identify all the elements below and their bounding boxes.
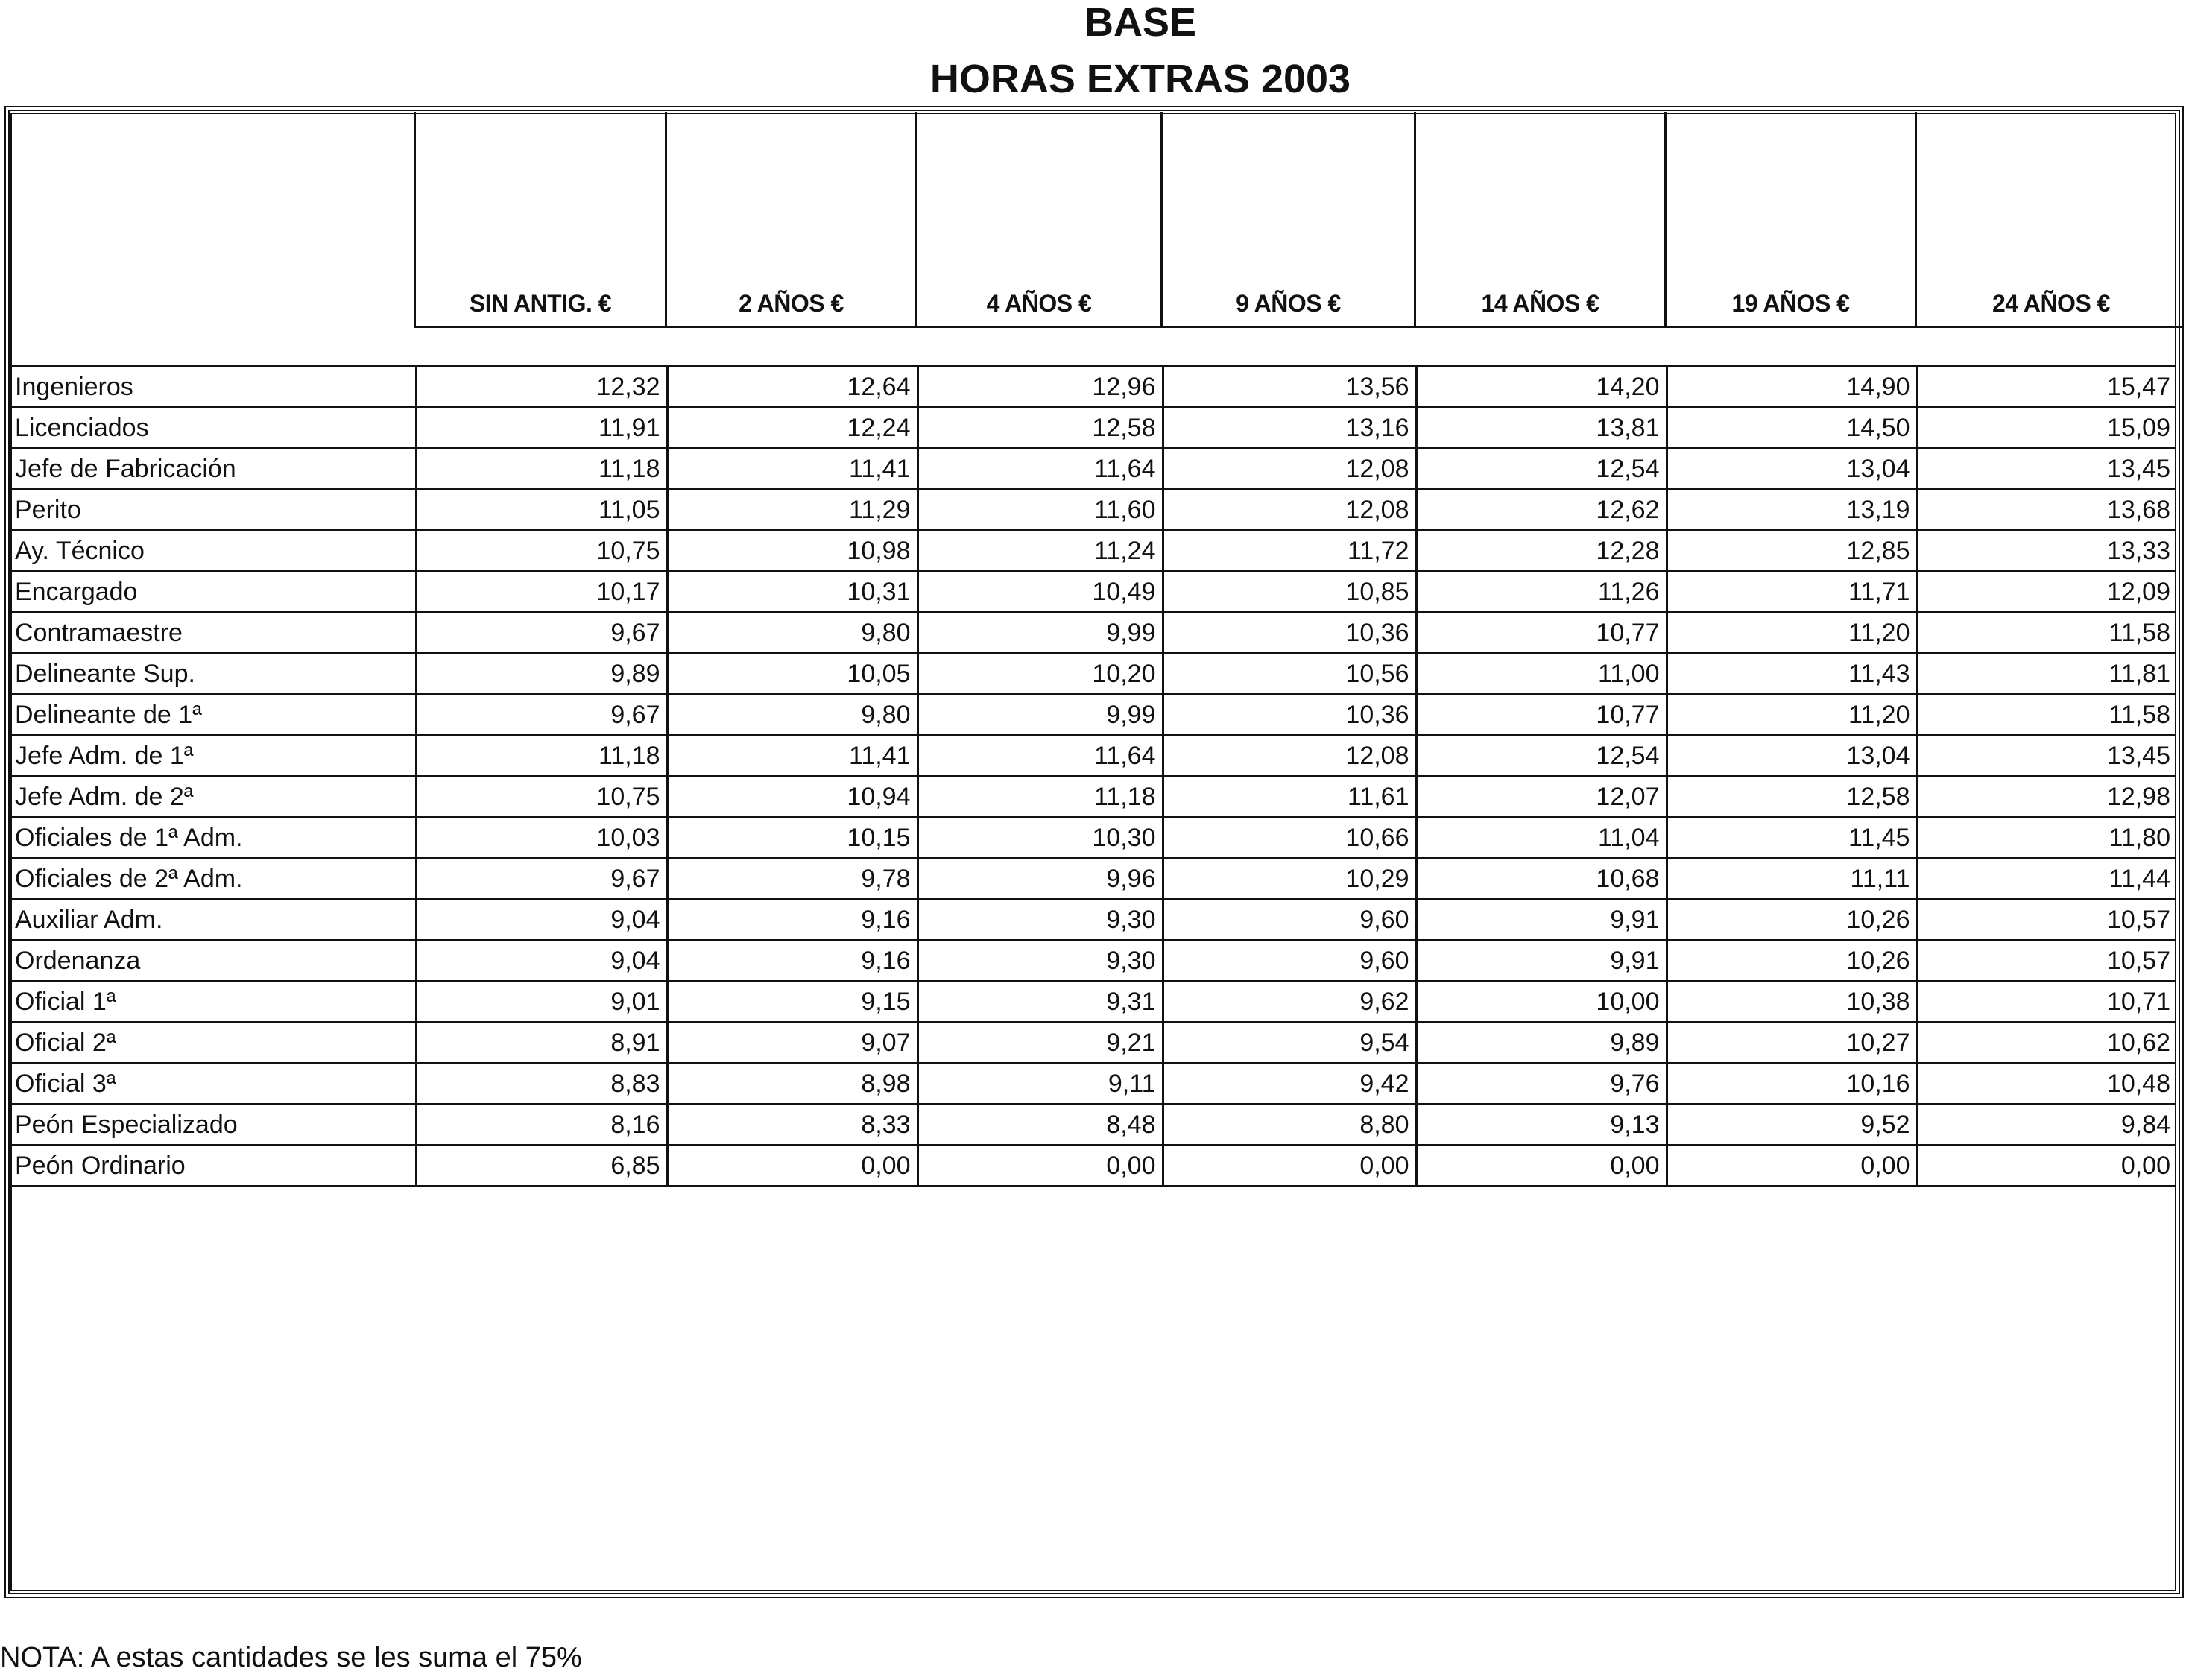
rate-cell: 10,16 [1667, 1064, 1917, 1105]
table-row [10, 572, 2176, 613]
rate-cell: 12,54 [1416, 449, 1667, 490]
rate-cell: 0,00 [1416, 1146, 1667, 1187]
rate-cell: 12,85 [1667, 531, 1917, 572]
rate-cell: 11,72 [1163, 531, 1416, 572]
rate-cell: 10,57 [1917, 900, 2176, 941]
table-row [10, 613, 2176, 654]
rate-cell: 10,15 [667, 818, 917, 859]
row-category: Auxiliar Adm. [10, 900, 416, 941]
rate-cell: 11,41 [667, 736, 917, 777]
rate-cell: 11,64 [917, 736, 1163, 777]
rate-cell: 11,80 [1917, 818, 2176, 859]
rate-cell: 11,45 [1667, 818, 1917, 859]
rate-cell: 10,03 [416, 818, 667, 859]
rate-cell: 9,67 [416, 613, 667, 654]
table-row [10, 408, 2176, 449]
column-header-label: 14 AÑOS € [1481, 290, 1599, 317]
rate-cell: 9,04 [416, 941, 667, 982]
rate-cell: 10,26 [1667, 941, 1917, 982]
rate-cell: 9,30 [917, 900, 1163, 941]
rate-cell: 13,56 [1163, 367, 1416, 408]
rate-cell: 9,15 [667, 982, 917, 1023]
rate-cell: 13,16 [1163, 408, 1416, 449]
rate-cell: 9,62 [1163, 982, 1416, 1023]
rate-cell: 9,01 [416, 982, 667, 1023]
row-category: Oficiales de 1ª Adm. [10, 818, 416, 859]
rate-cell: 9,91 [1416, 900, 1667, 941]
rate-cell: 14,90 [1667, 367, 1917, 408]
rate-cell: 14,20 [1416, 367, 1667, 408]
row-category: Encargado [10, 572, 416, 613]
rate-cell: 10,77 [1416, 695, 1667, 736]
rate-cell: 12,64 [667, 367, 917, 408]
page-subtitle: HORAS EXTRAS 2003 [929, 57, 1351, 101]
rate-cell: 10,75 [416, 777, 667, 818]
rate-cell: 10,36 [1163, 613, 1416, 654]
table-row [10, 490, 2176, 531]
table-row [10, 736, 2176, 777]
rate-cell: 10,68 [1416, 859, 1667, 900]
rate-cell: 0,00 [1917, 1146, 2176, 1187]
rate-cell: 0,00 [1667, 1146, 1917, 1187]
rate-cell: 9,11 [917, 1064, 1163, 1105]
table-row [10, 1105, 2176, 1146]
row-category: Ay. Técnico [10, 531, 416, 572]
column-header [1416, 112, 1667, 328]
table-row [10, 982, 2176, 1023]
rate-cell: 13,45 [1917, 736, 2176, 777]
rate-cell: 11,81 [1917, 654, 2176, 695]
rate-cell: 13,19 [1667, 490, 1917, 531]
rate-cell: 11,11 [1667, 859, 1917, 900]
table-row [10, 367, 2176, 408]
rate-cell: 11,61 [1163, 777, 1416, 818]
row-category: Peón Especializado [10, 1105, 416, 1146]
rate-cell: 9,89 [416, 654, 667, 695]
rate-cell: 8,33 [667, 1105, 917, 1146]
rate-cell: 10,00 [1416, 982, 1667, 1023]
rate-cell: 10,29 [1163, 859, 1416, 900]
rate-cell: 8,98 [667, 1064, 917, 1105]
rate-cell: 13,68 [1917, 490, 2176, 531]
rate-cell: 9,16 [667, 941, 917, 982]
rate-cell: 12,62 [1416, 490, 1667, 531]
row-category: Oficiales de 2ª Adm. [10, 859, 416, 900]
rate-cell: 10,20 [917, 654, 1163, 695]
rate-cell: 10,05 [667, 654, 917, 695]
rate-cell: 12,24 [667, 408, 917, 449]
rate-cell: 11,05 [416, 490, 667, 531]
table-row [10, 1146, 2176, 1187]
rate-cell: 9,16 [667, 900, 917, 941]
column-header-label: SIN ANTIG. € [469, 290, 612, 317]
row-category: Ingenieros [10, 367, 416, 408]
rate-cell: 11,26 [1416, 572, 1667, 613]
column-header-label: 19 AÑOS € [1731, 290, 1850, 317]
rate-cell: 13,04 [1667, 449, 1917, 490]
rate-cell: 9,78 [667, 859, 917, 900]
column-header [1917, 112, 2185, 328]
column-header [416, 112, 667, 328]
rate-cell: 11,64 [917, 449, 1163, 490]
rate-cell: 9,80 [667, 613, 917, 654]
rate-cell: 9,30 [917, 941, 1163, 982]
rate-cell: 10,31 [667, 572, 917, 613]
rate-cell: 12,58 [917, 408, 1163, 449]
table-row [10, 941, 2176, 982]
rate-cell: 10,98 [667, 531, 917, 572]
rate-cell: 11,00 [1416, 654, 1667, 695]
rate-cell: 9,84 [1917, 1105, 2176, 1146]
rate-cell: 10,66 [1163, 818, 1416, 859]
rate-cell: 9,67 [416, 695, 667, 736]
rate-cell: 9,96 [917, 859, 1163, 900]
rate-cell: 10,71 [1917, 982, 2176, 1023]
rate-cell: 15,47 [1917, 367, 2176, 408]
table-row [10, 695, 2176, 736]
rate-cell: 9,31 [917, 982, 1163, 1023]
rate-cell: 10,56 [1163, 654, 1416, 695]
rate-cell: 8,16 [416, 1105, 667, 1146]
rate-cell: 9,07 [667, 1023, 917, 1064]
row-category: Jefe de Fabricación [10, 449, 416, 490]
rate-cell: 10,48 [1917, 1064, 2176, 1105]
rate-cell: 9,21 [917, 1023, 1163, 1064]
rate-cell: 11,41 [667, 449, 917, 490]
rate-cell: 10,27 [1667, 1023, 1917, 1064]
rate-cell: 8,80 [1163, 1105, 1416, 1146]
table-row [10, 449, 2176, 490]
rate-cell: 11,18 [416, 449, 667, 490]
row-category: Ordenanza [10, 941, 416, 982]
rate-cell: 9,54 [1163, 1023, 1416, 1064]
rate-cell: 11,91 [416, 408, 667, 449]
rate-cell: 11,20 [1667, 695, 1917, 736]
rate-cell: 11,60 [917, 490, 1163, 531]
table-row [10, 654, 2176, 695]
rate-cell: 10,26 [1667, 900, 1917, 941]
rate-cell: 12,98 [1917, 777, 2176, 818]
row-category: Oficial 2ª [10, 1023, 416, 1064]
rate-cell: 10,36 [1163, 695, 1416, 736]
rate-cell: 12,08 [1163, 449, 1416, 490]
rate-cell: 10,75 [416, 531, 667, 572]
rate-cell: 9,04 [416, 900, 667, 941]
row-category: Delineante Sup. [10, 654, 416, 695]
footnote: NOTA: A estas cantidades se les suma el 75% [0, 1642, 582, 1673]
rate-cell: 12,07 [1416, 777, 1667, 818]
rate-cell: 9,99 [917, 695, 1163, 736]
row-category: Delineante de 1ª [10, 695, 416, 736]
rate-cell: 9,76 [1416, 1064, 1667, 1105]
rate-cell: 12,09 [1917, 572, 2176, 613]
rate-cell: 11,58 [1917, 695, 2176, 736]
rate-cell: 0,00 [917, 1146, 1163, 1187]
rate-cell: 12,96 [917, 367, 1163, 408]
rate-cell: 10,17 [416, 572, 667, 613]
rate-cell: 10,38 [1667, 982, 1917, 1023]
rate-cell: 12,32 [416, 367, 667, 408]
table-row [10, 1064, 2176, 1105]
table-row [10, 859, 2176, 900]
rate-cell: 10,57 [1917, 941, 2176, 982]
rate-cell: 9,42 [1163, 1064, 1416, 1105]
rate-cell: 12,08 [1163, 736, 1416, 777]
rate-cell: 9,67 [416, 859, 667, 900]
rate-cell: 0,00 [1163, 1146, 1416, 1187]
rate-cell: 0,00 [667, 1146, 917, 1187]
rate-cell: 9,52 [1667, 1105, 1917, 1146]
rate-cell: 10,49 [917, 572, 1163, 613]
rate-cell: 8,48 [917, 1105, 1163, 1146]
rate-cell: 12,54 [1416, 736, 1667, 777]
rate-cell: 11,29 [667, 490, 917, 531]
rate-cell: 9,60 [1163, 941, 1416, 982]
rate-cell: 14,50 [1667, 408, 1917, 449]
table-row [10, 900, 2176, 941]
row-category: Contramaestre [10, 613, 416, 654]
rate-cell: 10,94 [667, 777, 917, 818]
rate-cell: 10,62 [1917, 1023, 2176, 1064]
column-header-label: 4 AÑOS € [986, 290, 1092, 317]
column-header [1667, 112, 1917, 328]
rate-cell: 11,20 [1667, 613, 1917, 654]
page-title: BASE [1084, 0, 1197, 45]
rate-cell: 13,33 [1917, 531, 2176, 572]
rate-cell: 10,30 [917, 818, 1163, 859]
row-category: Jefe Adm. de 2ª [10, 777, 416, 818]
table-row [10, 1023, 2176, 1064]
column-header-label: 9 AÑOS € [1236, 290, 1341, 317]
rate-cell: 9,80 [667, 695, 917, 736]
rate-cell: 11,24 [917, 531, 1163, 572]
rate-cell: 11,71 [1667, 572, 1917, 613]
rate-cell: 13,81 [1416, 408, 1667, 449]
table-row [10, 818, 2176, 859]
column-header-row [414, 112, 2183, 328]
rate-cell: 15,09 [1917, 408, 2176, 449]
row-category: Oficial 3ª [10, 1064, 416, 1105]
rate-cell: 12,28 [1416, 531, 1667, 572]
rate-cell: 11,04 [1416, 818, 1667, 859]
rate-cell: 9,13 [1416, 1105, 1667, 1146]
rate-cell: 6,85 [416, 1146, 667, 1187]
rate-cell: 12,58 [1667, 777, 1917, 818]
row-category: Perito [10, 490, 416, 531]
rate-cell: 9,60 [1163, 900, 1416, 941]
rate-cell: 10,85 [1163, 572, 1416, 613]
rate-cell: 11,18 [416, 736, 667, 777]
row-category: Oficial 1ª [10, 982, 416, 1023]
rates-table [10, 365, 2176, 1187]
rate-cell: 9,89 [1416, 1023, 1667, 1064]
rate-cell: 11,43 [1667, 654, 1917, 695]
rate-cell: 12,08 [1163, 490, 1416, 531]
rate-cell: 11,58 [1917, 613, 2176, 654]
rate-cell: 9,91 [1416, 941, 1667, 982]
column-header [667, 112, 917, 328]
column-header-label: 24 AÑOS € [1992, 290, 2110, 317]
column-header-label: 2 AÑOS € [739, 290, 844, 317]
rate-cell: 9,99 [917, 613, 1163, 654]
rate-cell: 8,91 [416, 1023, 667, 1064]
rate-cell: 8,83 [416, 1064, 667, 1105]
rate-cell: 13,04 [1667, 736, 1917, 777]
row-category: Licenciados [10, 408, 416, 449]
rate-cell: 11,44 [1917, 859, 2176, 900]
rate-cell: 10,77 [1416, 613, 1667, 654]
column-header [1163, 112, 1416, 328]
table-row [10, 777, 2176, 818]
column-header [917, 112, 1163, 328]
row-category: Jefe Adm. de 1ª [10, 736, 416, 777]
row-category: Peón Ordinario [10, 1146, 416, 1187]
rate-cell: 11,18 [917, 777, 1163, 818]
table-row [10, 531, 2176, 572]
rate-cell: 13,45 [1917, 449, 2176, 490]
